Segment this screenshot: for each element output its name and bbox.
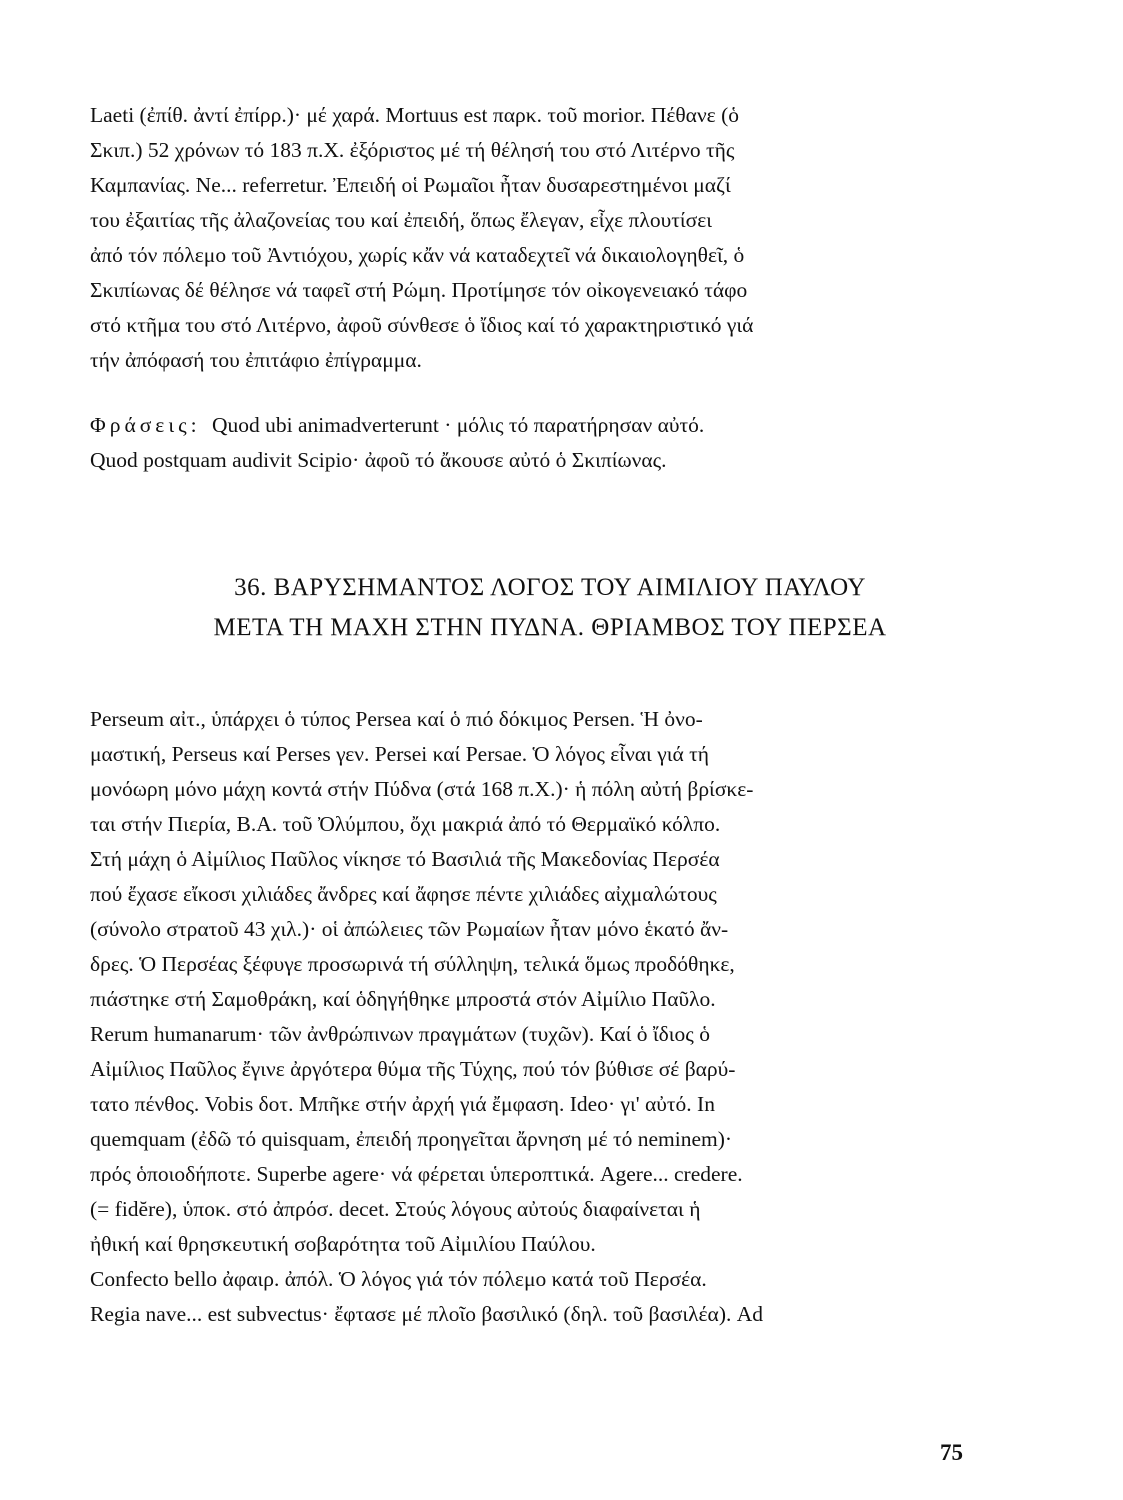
phrase-line-1 <box>90 408 960 443</box>
commentary-section <box>90 702 960 1332</box>
page-number: 75 <box>940 1440 963 1465</box>
intro-paragraph: Laeti (ἐπίθ. ἀντί ἐπίρρ.)· μέ χαρά. Mortuus est παρκ. τοῦ morior. Πέθανε (ὁ Σκιπ.) 52 χρόνων τό 183 π.Χ. ἐξόριστος μέ τή θέλησή του στό Λιτέρνο τῆς Καμπανίας. Ne... referretur. Ἐπειδή οἱ Ρωμαῖοι ἦταν δυσαρεστημένοι μαζί του ἐξαιτίας τῆς ἀλαζονείας του καί ἐπειδή, ὅπως ἔλεγαν, εἶχε πλουτίσει ἀπό τόν πόλεμο τοῦ Ἀντιόχου, χωρίς κἄν νά καταδεχτεῖ νά δικαιολογηθεῖ, ὁ Σκιπίωνας δέ θέλησε νά ταφεῖ στή Ρώμη. Προτίμησε τόν οἰκογενειακό τάφο στό κτῆμα του στό Λιτέρνο, ἀφοῦ σύνθεσε ὁ ἴδιος καί τό χαρακτηριστικό γιά τήν ἀπόφασή του ἐπιτάφιο ἐπίγραμμα. <box>90 103 754 372</box>
phrase-line-2 <box>90 443 960 478</box>
intro-section <box>90 98 960 378</box>
heading-line-1: 36. ΒΑΡΥΣΗΜΑΝΤΟΣ ΛΟΓΟΣ ΤΟΥ ΑΙΜΙΛΙΟΥ ΠΑΥΛΟΥ <box>234 574 866 601</box>
section-heading <box>90 568 1010 648</box>
phrases-section <box>90 408 960 478</box>
commentary-paragraph-1: Perseum αἰτ., ὑπάρχει ὁ τύπος Persea καί ὁ πιό δόκιμος Persen. Ἡ ὀνο- μαστική, Perseus καί Perses γεν. Persei καί Persae. Ὁ λόγος εἶναι γιά τή μονόωρη μόνο μάχη κοντά στήν Πύδνα (στά 168 π.Χ.)· ἡ πόλη αὐτή βρίσκε- ται στήν Πιερία, Β.Α. τοῦ Ὀλύμπου, ὄχι μακριά ἀπό τό Θερμαϊκό κόλπο. Στή μάχη ὁ Αἰμίλιος Παῦλος νίκησε τό Βασιλιά τῆς Μακεδονίας Περσέα πού ἔχασε εἴκοσι χιλιάδες ἄνδρες καί ἄφησε πέντε χιλιάδες αἰχμαλώτους (σύνολο στρατοῦ 43 χιλ.)· οἱ ἀπώλειες τῶν Ρωμαίων ἦταν μόνο ἑκατό ἄν- δρες. Ὁ Περσέας ξέφυγε προσωρινά τή σύλληψη, τελικά ὅμως προδόθηκε, πιάστηκε στή Σαμοθράκη, καί ὁδηγήθηκε μπροστά στόν Αἰμίλιο Παῦλο. Rerum humanarum· τῶν ἀνθρώπινων πραγμάτων (τυχῶν). Καί ὁ ἴδιος ὁ Αἰμίλιος Παῦλος ἔγινε ἀργότερα θύμα τῆς Τύχης, πού τόν βύθισε σέ βαρύ- τατο πένθος. Vobis δοτ. Μπῆκε στήν ἀρχή γιά ἔμφαση. Ideo· γι' αὐτό. In quemquam (ἐδῶ τό quisquam, ἐπειδή προηγεῖται ἄρνηση μέ τό neminem)· πρός ὁποιοδήποτε. Superbe agere· νά φέρεται ὑπεροπτικά. Agere... credere. (= fidĕre), ὑποκ. στό ἀπρόσ. decet. Στούς λόγους αὐτούς διαφαίνεται ἡ ἠθική καί θρησκευτική σοβαρότητα τοῦ Αἰμιλίου Παύλου. <box>90 707 754 1256</box>
commentary-paragraph-2: Confecto bello ἀφαιρ. ἀπόλ. Ὁ λόγος γιά τόν πόλεμο κατά τοῦ Περσέα. Regia nave... est subvectus· ἔφτασε μέ πλοῖο βασιλικό (δηλ. τοῦ βασιλέα). Ad <box>90 1267 764 1326</box>
phrases-label: Φράσεις: <box>90 413 201 437</box>
phrase-text-2: Quod postquam audivit Scipio· ἀφοῦ τό ἄκουσε αὐτό ὁ Σκιπίωνας. <box>90 448 667 472</box>
heading-line-2: ΜΕΤΑ ΤΗ ΜΑΧΗ ΣΤΗΝ ΠΥΔΝΑ. ΘΡΙΑΜΒΟΣ ΤΟΥ ΠΕΡΣΕΑ <box>213 614 887 641</box>
phrase-text-1: Quod ubi animadverterunt · μόλις τό παρατήρησαν αὐτό. <box>211 413 705 437</box>
